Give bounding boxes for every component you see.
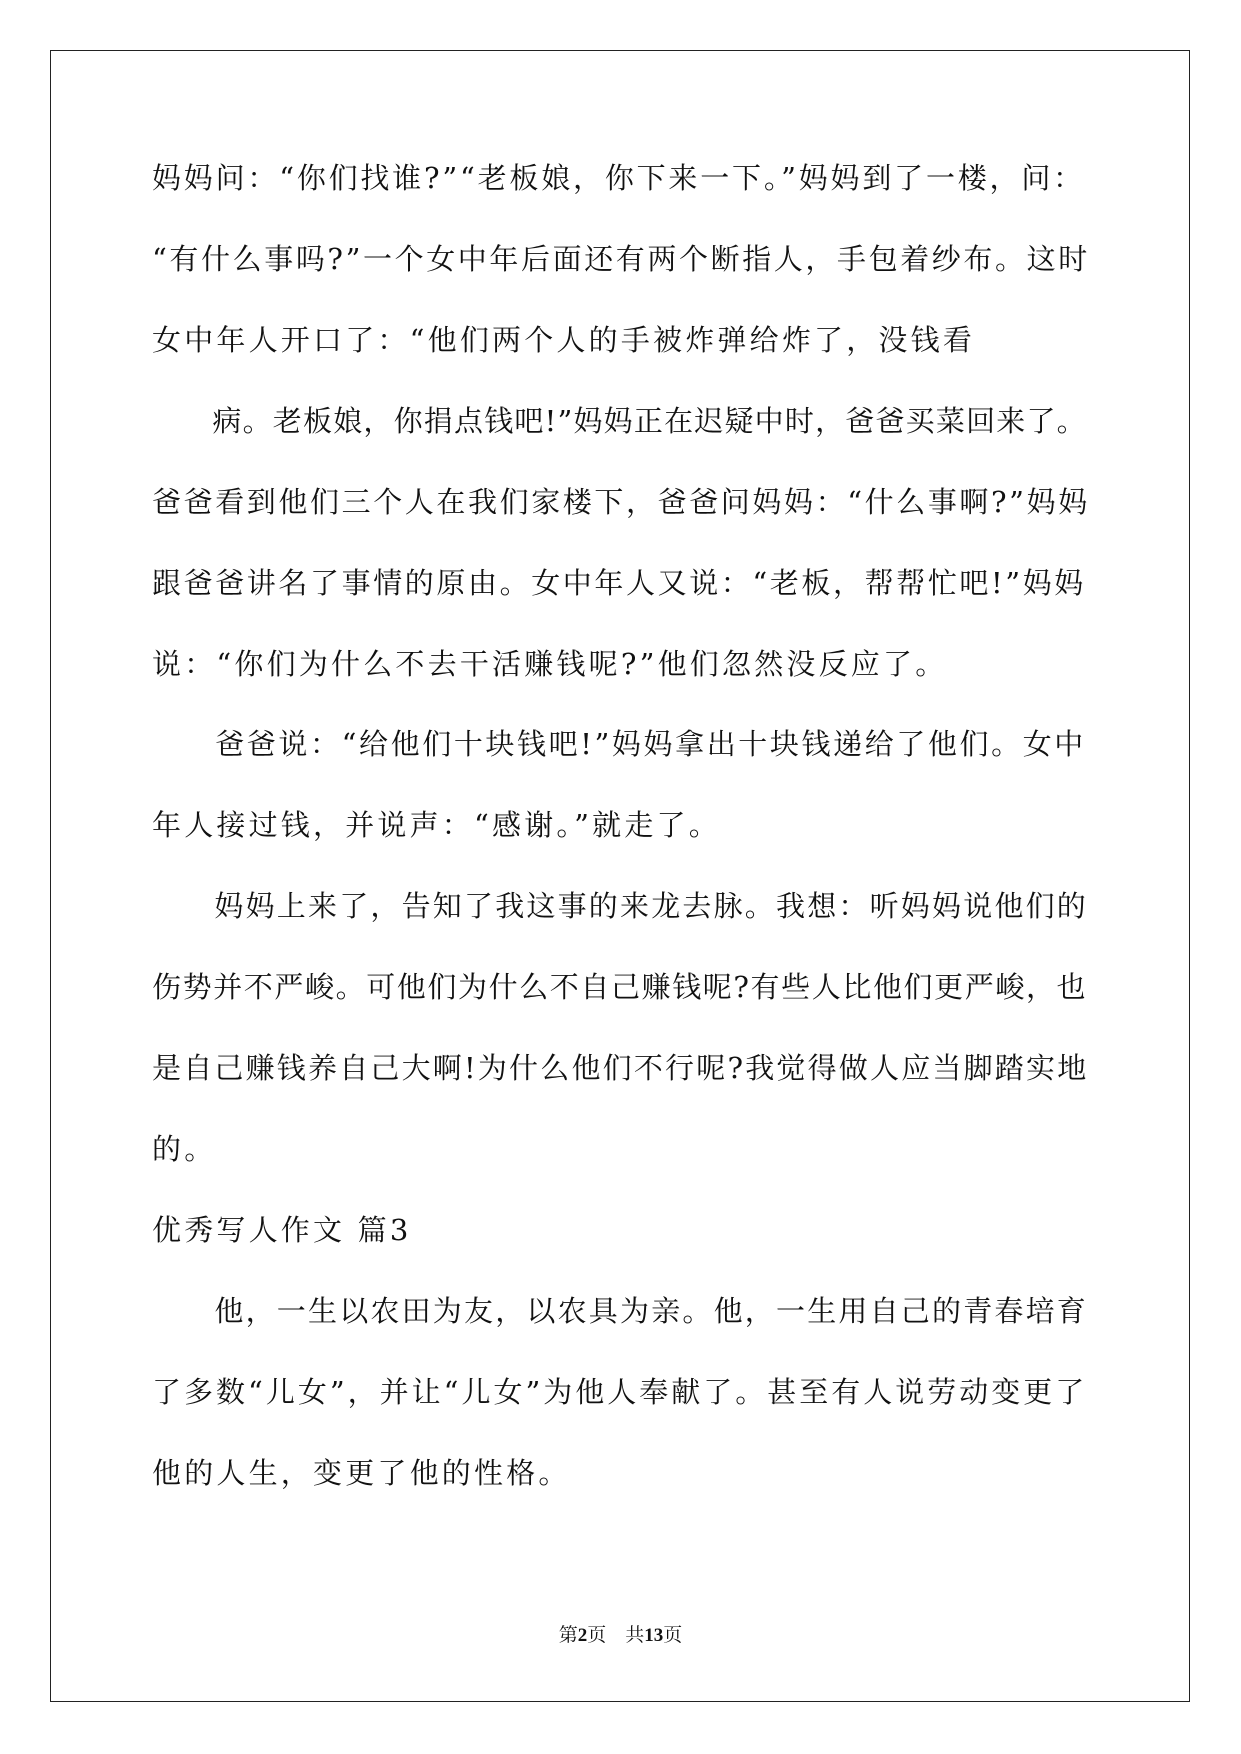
page-footer: [0, 1623, 1241, 1648]
text-line: 女中年人开口了：“他们两个人的手被炸弹给炸了，没钱看: [152, 323, 976, 357]
page-mid: 页 共: [587, 1624, 645, 1646]
text-line: 说：“你们为什么不去干活赚钱呢?”他们忽然没反应了。: [152, 647, 948, 681]
total-pages-number: 13: [644, 1625, 664, 1646]
page-prefix: 第: [558, 1624, 578, 1646]
text-line: 伤势并不严峻。可他们为什么不自己赚钱呢?有些人比他们更严峻，也: [152, 970, 1088, 1004]
text-line: 跟爸爸讲名了事情的原由。女中年人又说：“老板，帮帮忙吧!”妈妈: [152, 566, 1086, 600]
page-suffix: 页: [663, 1624, 683, 1646]
text-line: 病。老板娘，你捐点钱吧!”妈妈正在迟疑中时，爸爸买菜回来了。: [152, 404, 1087, 438]
section-heading: 优秀写人作文 篇3: [152, 1213, 412, 1247]
text-line: 的。: [152, 1132, 217, 1166]
text-line: 他的人生，变更了他的性格。: [152, 1456, 571, 1490]
text-line: 妈妈问：“你们找谁?”“老板娘，你下来一下。”妈妈到了一楼，问：: [152, 161, 1085, 195]
current-page-number: 2: [577, 1625, 588, 1646]
text-line: 是自己赚钱养自己大啊!为什么他们不行呢?我觉得做人应当脚踏实地: [152, 1051, 1089, 1085]
text-line: 妈妈上来了，告知了我这事的来龙去脉。我想：听妈妈说他们的: [152, 889, 1089, 923]
text-line: 爸爸看到他们三个人在我们家楼下，爸爸问妈妈：“什么事啊?”妈妈: [152, 485, 1090, 519]
text-line: “有什么事吗?”一个女中年后面还有两个断指人，手包着纱布。这时: [152, 242, 1090, 276]
text-line: 他，一生以农田为友，以农具为亲。他，一生用自己的青春培育: [152, 1294, 1089, 1328]
text-line: 爸爸说：“给他们十块钱吧!”妈妈拿出十块钱递给了他们。女中: [152, 727, 1086, 761]
text-line: 了多数“儿女”，并让“儿女”为他人奉献了。甚至有人说劳动变更了: [152, 1375, 1088, 1409]
text-line: 年人接过钱，并说声：“感谢。”就走了。: [152, 808, 721, 842]
